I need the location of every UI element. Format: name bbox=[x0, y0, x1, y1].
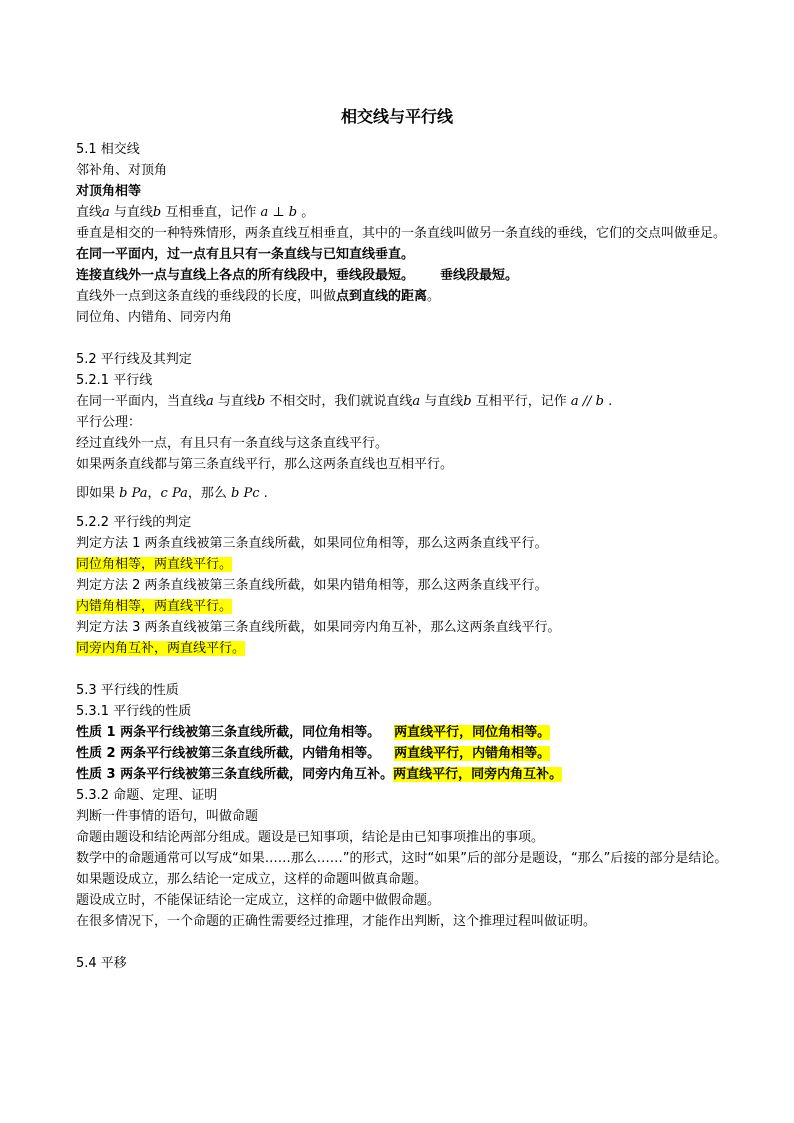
property-line: 性质 3 两条平行线被第三条直线所截，同旁内角互补。两直线平行，同旁内角互补。 bbox=[76, 767, 563, 782]
text-line-parallel-def: 在同一平面内，当直线a 与直线b 不相交时，我们就说直线a 与直线b 互相平行，记作 a // b . bbox=[76, 394, 613, 409]
text-paragraph: 垂直是相交的一种特殊情形，两条直线互相垂直，其中的一条直线叫做另一条直线的垂线，它们的交点叫做垂足。 bbox=[76, 226, 727, 241]
highlighted-text: 两直线平行，同位角相等。 bbox=[394, 725, 551, 740]
text-line: 在很多情况下，一个命题的正确性需要经过推理，才能作出判断，这个推理过程叫做证明。 bbox=[76, 914, 597, 929]
section-heading-5-4: 5.4 平移 bbox=[76, 956, 127, 971]
text-line: 平行公理： bbox=[76, 415, 142, 430]
text-line: 同位角、内错角、同旁内角 bbox=[76, 310, 233, 325]
text-line: 经过直线外一点，有且只有一条直线与这条直线平行。 bbox=[76, 436, 389, 451]
math-expression: b Pc bbox=[231, 486, 260, 501]
page-title: 相交线与平行线 bbox=[340, 107, 453, 126]
math-expression: b Pa bbox=[119, 486, 148, 501]
text-line: 判定方法 3 两条直线被第三条直线所截，如果同旁内角互补，那么这两条直线平行。 bbox=[76, 620, 561, 635]
property-line: 性质 2 两条平行线被第三条直线所截，内错角相等。 两直线平行，内错角相等。 bbox=[76, 746, 551, 761]
text-line: 命题由题设和结论两部分组成。题设是已知事项，结论是由已知事项推出的事项。 bbox=[76, 830, 545, 845]
math-expression: c Pa bbox=[160, 486, 188, 501]
text-line-parallel-transitive: 即如果 b Pa，c Pa，那么 b Pc . bbox=[76, 486, 268, 501]
highlighted-text: 两直线平行，内错角相等。 bbox=[394, 746, 551, 761]
subsection-heading-5-3-2: 5.3.2 命题、定理、证明 bbox=[76, 788, 218, 803]
highlighted-text: 同位角相等，两直线平行。 bbox=[76, 557, 233, 572]
highlighted-text: 同旁内角互补，两直线平行。 bbox=[76, 641, 246, 656]
section-heading-5-3: 5.3 平行线的性质 bbox=[76, 683, 179, 698]
text-line: 直线外一点到这条直线的垂线段的长度，叫做点到直线的距离。 bbox=[76, 289, 441, 304]
bold-statement: 对顶角相等 bbox=[76, 184, 142, 199]
highlighted-text: 内错角相等，两直线平行。 bbox=[76, 599, 233, 614]
section-heading-5-2: 5.2 平行线及其判定 bbox=[76, 352, 192, 367]
section-heading-5-1: 5.1 相交线 bbox=[76, 142, 140, 157]
document-body bbox=[76, 139, 736, 974]
text-line: 判定方法 2 两条直线被第三条直线所截，如果内错角相等，那么这两条直线平行。 bbox=[76, 578, 548, 593]
bold-term: 点到直线的距离 bbox=[336, 289, 428, 304]
highlighted-text: 两直线平行，同旁内角互补。 bbox=[393, 767, 563, 782]
text-line: 判定方法 1 两条直线被第三条直线所截，如果同位角相等，那么这两条直线平行。 bbox=[76, 536, 548, 551]
subsection-heading-5-2-2: 5.2.2 平行线的判定 bbox=[76, 515, 192, 530]
subsection-heading-5-2-1: 5.2.1 平行线 bbox=[76, 373, 153, 388]
text-line: 如果题设成立，那么结论一定成立，这样的命题叫做真命题。 bbox=[76, 872, 428, 887]
subsection-heading-5-3-1: 5.3.1 平行线的性质 bbox=[76, 704, 192, 719]
bold-statement: 连接直线外一点与直线上各点的所有线段中，垂线段最短。 垂线段最短。 bbox=[76, 268, 519, 283]
text-line: 题设成立时，不能保证结论一定成立，这样的命题中做假命题。 bbox=[76, 893, 441, 908]
text-line: 判断一件事情的语句，叫做命题 bbox=[76, 809, 259, 824]
math-expression: a // b bbox=[570, 394, 604, 409]
math-expression: a ⊥ b bbox=[260, 205, 298, 220]
property-line: 性质 1 两条平行线被第三条直线所截，同位角相等。 两直线平行，同位角相等。 bbox=[76, 725, 551, 740]
text-line: 如果两条直线都与第三条直线平行，那么这两条直线也互相平行。 bbox=[76, 457, 454, 472]
text-paragraph: 数学中的命题通常可以写成“如果……那么……”的形式，这时“如果”后的部分是题设，“那么”后接的部分是结论。 bbox=[76, 851, 728, 866]
bold-statement: 在同一平面内，过一点有且只有一条直线与已知直线垂直。 bbox=[76, 247, 415, 262]
text-line-perpendicular: 直线a 与直线b 互相垂直，记作 a ⊥ b 。 bbox=[76, 205, 315, 220]
text-line: 邻补角、对顶角 bbox=[76, 163, 168, 178]
